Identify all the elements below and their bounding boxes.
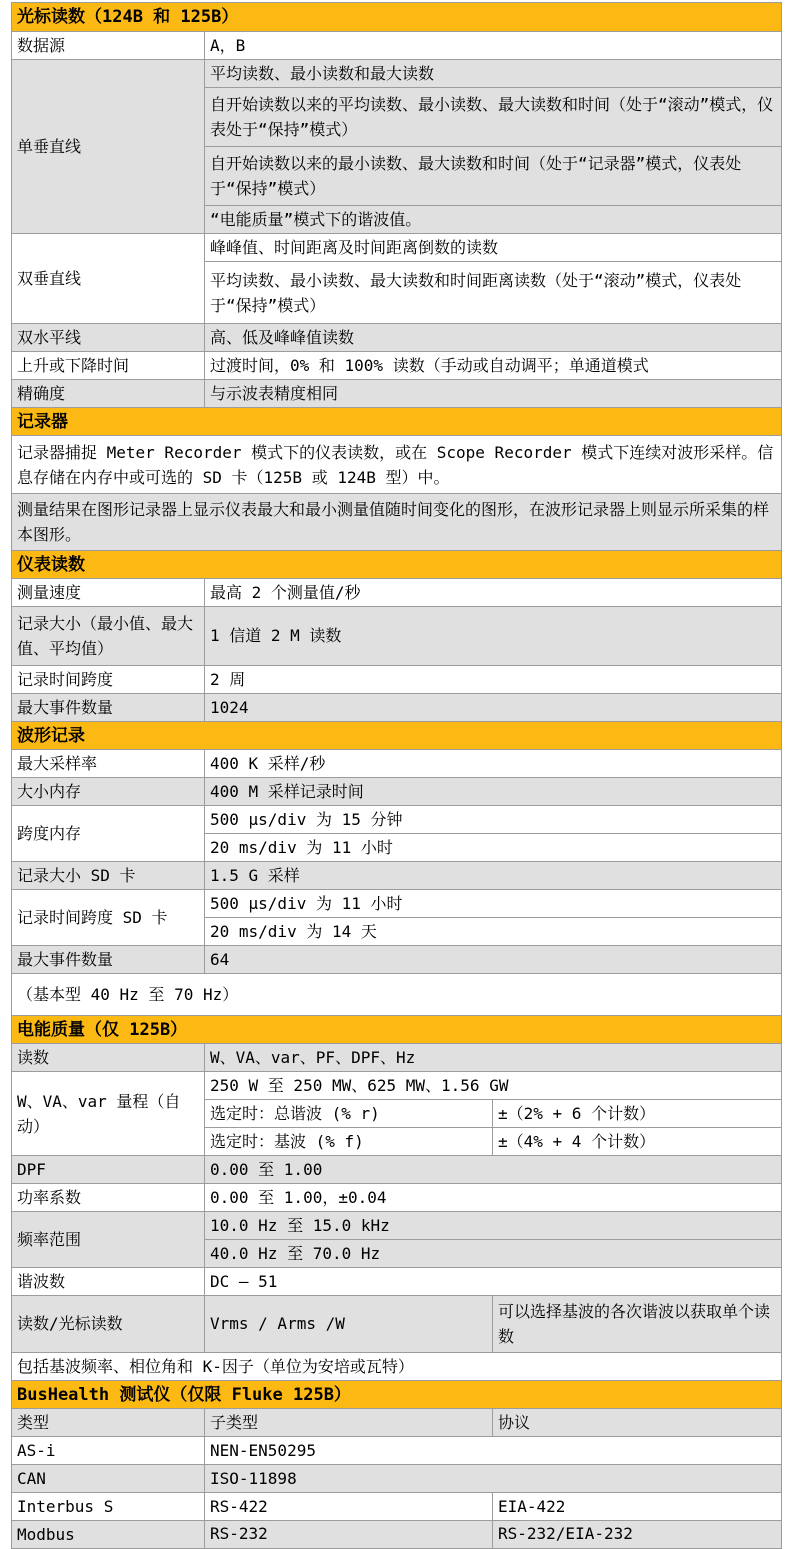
row-label: 功率系数 — [12, 1184, 205, 1212]
table-cell: ISO-11898 — [205, 1465, 782, 1493]
recorder-paragraph: 测量结果在图形记录器上显示仪表最大和最小测量值随时间变化的图形，在波形记录器上则显示所采集的样本图形。 — [12, 494, 782, 551]
row-label: 频率范围 — [12, 1212, 205, 1268]
spec-table — [11, 2, 782, 1549]
section-header-waveform: 波形记录 — [12, 722, 782, 750]
row-value: 250 W 至 250 MW、625 MW、1.56 GW — [205, 1072, 782, 1100]
section-header-bushealth: BusHealth 测试仪（仅限 Fluke 125B） — [12, 1381, 782, 1409]
row-value: DC – 51 — [205, 1268, 782, 1296]
row-value: 0.00 至 1.00 — [205, 1156, 782, 1184]
column-header: 类型 — [12, 1409, 205, 1437]
row-value: 峰峰值、时间距离及时间距离倒数的读数 — [205, 234, 782, 262]
section-header-cursor: 光标读数（124B 和 125B） — [12, 3, 782, 32]
table-cell: EIA-422 — [493, 1493, 782, 1521]
row-value: 高、低及峰峰值读数 — [205, 324, 782, 352]
row-label: 数据源 — [12, 32, 205, 60]
row-value: 20 ms/div 为 11 小时 — [205, 834, 782, 862]
section-header-power-quality: 电能质量（仅 125B） — [12, 1016, 782, 1044]
column-header: 子类型 — [205, 1409, 493, 1437]
row-value: 最高 2 个测量值/秒 — [205, 579, 782, 607]
row-label: 最大事件数量 — [12, 946, 205, 974]
row-value: 40.0 Hz 至 70.0 Hz — [205, 1240, 782, 1268]
table-cell: RS-232 — [205, 1521, 493, 1549]
column-header: 协议 — [493, 1409, 782, 1437]
range-accuracy: ±（4% + 4 个计数） — [493, 1128, 782, 1156]
row-value: 64 — [205, 946, 782, 974]
row-value: 自开始读数以来的最小读数、最大读数和时间（处于“记录器”模式，仪表处于“保持”模式） — [205, 147, 782, 206]
recorder-paragraph: 记录器捕捉 Meter Recorder 模式下的仪表读数，或在 Scope Recorder 模式下连续对波形采样。信息存储在内存中或可选的 SD 卡（125B 或 124B 型）中。 — [12, 436, 782, 494]
row-value: 自开始读数以来的平均读数、最小读数、最大读数和时间（处于“滚动”模式，仪表处于“保持”模式） — [205, 88, 782, 147]
row-label: 单垂直线 — [12, 60, 205, 234]
row-label: 精确度 — [12, 380, 205, 408]
row-value: 10.0 Hz 至 15.0 kHz — [205, 1212, 782, 1240]
table-cell: Modbus — [12, 1521, 205, 1549]
row-label: 双水平线 — [12, 324, 205, 352]
row-value: 20 ms/div 为 14 天 — [205, 918, 782, 946]
row-label: DPF — [12, 1156, 205, 1184]
table-cell: CAN — [12, 1465, 205, 1493]
row-value: 0.00 至 1.00，±0.04 — [205, 1184, 782, 1212]
row-label: 上升或下降时间 — [12, 352, 205, 380]
range-condition: 选定时：总谐波 (% r) — [205, 1100, 493, 1128]
range-accuracy: ±（2% + 6 个计数） — [493, 1100, 782, 1128]
row-value: 过渡时间，0% 和 100% 读数（手动或自动调平；单通道模式 — [205, 352, 782, 380]
waveform-note: （基本型 40 Hz 至 70 Hz） — [12, 974, 782, 1016]
table-cell: RS-232/EIA-232 — [493, 1521, 782, 1549]
table-cell: Interbus S — [12, 1493, 205, 1521]
row-value: 2 周 — [205, 666, 782, 694]
row-label: W、VA、var 量程（自动） — [12, 1072, 205, 1156]
row-label: 记录时间跨度 SD 卡 — [12, 890, 205, 946]
row-value: 400 K 采样/秒 — [205, 750, 782, 778]
row-label: 测量速度 — [12, 579, 205, 607]
row-value: 平均读数、最小读数、最大读数和时间距离读数（处于“滚动”模式，仪表处于“保持”模式） — [205, 262, 782, 324]
table-cell: NEN-EN50295 — [205, 1437, 782, 1465]
row-value: 1 信道 2 M 读数 — [205, 607, 782, 666]
row-value: 500 μs/div 为 15 分钟 — [205, 806, 782, 834]
row-value: 1.5 G 采样 — [205, 862, 782, 890]
row-label: 跨度内存 — [12, 806, 205, 862]
row-label: 记录时间跨度 — [12, 666, 205, 694]
table-cell: RS-422 — [205, 1493, 493, 1521]
row-value: W、VA、var、PF、DPF、Hz — [205, 1044, 782, 1072]
power-quality-footnote: 包括基波频率、相位角和 K-因子（单位为安培或瓦特） — [12, 1353, 782, 1381]
row-label: 读数/光标读数 — [12, 1296, 205, 1353]
row-value: “电能质量”模式下的谐波值。 — [205, 206, 782, 234]
row-label: 记录大小 SD 卡 — [12, 862, 205, 890]
row-label: 读数 — [12, 1044, 205, 1072]
row-value: 500 μs/div 为 11 小时 — [205, 890, 782, 918]
range-condition: 选定时：基波 (% f) — [205, 1128, 493, 1156]
row-value: A，B — [205, 32, 782, 60]
row-value: 与示波表精度相同 — [205, 380, 782, 408]
section-header-recorder: 记录器 — [12, 408, 782, 436]
table-cell: AS-i — [12, 1437, 205, 1465]
row-label: 最大事件数量 — [12, 694, 205, 722]
row-value: 1024 — [205, 694, 782, 722]
row-label: 最大采样率 — [12, 750, 205, 778]
row-label: 谐波数 — [12, 1268, 205, 1296]
row-note: 可以选择基波的各次谐波以获取单个读数 — [493, 1296, 782, 1353]
row-value: 平均读数、最小读数和最大读数 — [205, 60, 782, 88]
section-header-meter-readings: 仪表读数 — [12, 551, 782, 579]
row-label: 双垂直线 — [12, 234, 205, 324]
row-label: 记录大小（最小值、最大值、平均值） — [12, 607, 205, 666]
row-value: 400 M 采样记录时间 — [205, 778, 782, 806]
row-value: Vrms / Arms /W — [205, 1296, 493, 1353]
row-label: 大小内存 — [12, 778, 205, 806]
